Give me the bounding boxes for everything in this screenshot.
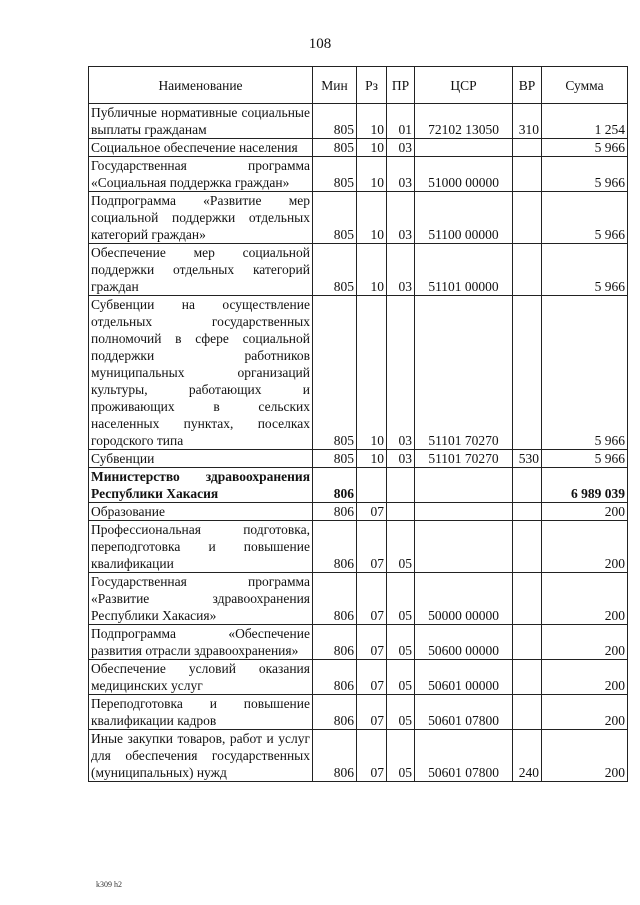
cell-sum: 200 xyxy=(542,660,628,695)
cell-pr: 05 xyxy=(387,730,415,782)
cell-vr xyxy=(513,139,542,157)
cell-sum: 200 xyxy=(542,503,628,521)
cell-rz: 10 xyxy=(357,192,387,244)
cell-vr xyxy=(513,695,542,730)
cell-pr xyxy=(387,468,415,503)
table-row xyxy=(89,573,628,625)
cell-name: Подпрограмма «Развитие мер социальной поддержки отдельных категорий граждан» xyxy=(89,192,313,244)
cell-name: Подпрограмма «Обеспечение развития отрасли здравоохранения» xyxy=(89,625,313,660)
cell-min: 806 xyxy=(313,503,357,521)
cell-sum: 200 xyxy=(542,695,628,730)
cell-min: 806 xyxy=(313,695,357,730)
table-row xyxy=(89,450,628,468)
cell-rz: 07 xyxy=(357,503,387,521)
cell-pr: 05 xyxy=(387,695,415,730)
cell-sum: 1 254 xyxy=(542,104,628,139)
cell-rz xyxy=(357,468,387,503)
cell-csr: 50601 07800 xyxy=(415,695,513,730)
cell-name: Социальное обеспечение населения xyxy=(89,139,313,157)
cell-vr xyxy=(513,503,542,521)
cell-pr: 01 xyxy=(387,104,415,139)
cell-min: 806 xyxy=(313,660,357,695)
table-row xyxy=(89,695,628,730)
cell-vr: 530 xyxy=(513,450,542,468)
header-pr: ПР xyxy=(387,67,415,104)
table-row xyxy=(89,660,628,695)
cell-min: 805 xyxy=(313,139,357,157)
cell-rz: 10 xyxy=(357,139,387,157)
cell-sum: 5 966 xyxy=(542,192,628,244)
table-row xyxy=(89,296,628,450)
cell-sum: 6 989 039 xyxy=(542,468,628,503)
cell-min: 805 xyxy=(313,296,357,450)
cell-sum: 200 xyxy=(542,521,628,573)
cell-vr xyxy=(513,573,542,625)
cell-csr: 72102 13050 xyxy=(415,104,513,139)
cell-sum: 5 966 xyxy=(542,157,628,192)
table-row xyxy=(89,104,628,139)
table-row xyxy=(89,503,628,521)
cell-min: 806 xyxy=(313,573,357,625)
cell-pr: 03 xyxy=(387,139,415,157)
cell-csr: 50601 00000 xyxy=(415,660,513,695)
cell-csr: 51100 00000 xyxy=(415,192,513,244)
cell-csr: 50600 00000 xyxy=(415,625,513,660)
cell-name: Публичные нормативные социальные выплаты гражданам xyxy=(89,104,313,139)
cell-csr xyxy=(415,468,513,503)
table-header-row xyxy=(89,67,628,104)
cell-csr: 51101 70270 xyxy=(415,450,513,468)
cell-rz: 07 xyxy=(357,521,387,573)
cell-min: 806 xyxy=(313,521,357,573)
table-row xyxy=(89,625,628,660)
cell-csr xyxy=(415,503,513,521)
cell-rz: 10 xyxy=(357,157,387,192)
cell-name: Профессиональная подготовка, переподготовка и повышение квалификации xyxy=(89,521,313,573)
cell-vr xyxy=(513,244,542,296)
table-row xyxy=(89,157,628,192)
cell-name: Обеспечение условий оказания медицинских услуг xyxy=(89,660,313,695)
cell-sum: 200 xyxy=(542,730,628,782)
cell-sum: 5 966 xyxy=(542,244,628,296)
cell-sum: 200 xyxy=(542,573,628,625)
table-row xyxy=(89,468,628,503)
cell-vr xyxy=(513,625,542,660)
table-row xyxy=(89,139,628,157)
cell-rz: 07 xyxy=(357,573,387,625)
header-rz: Рз xyxy=(357,67,387,104)
cell-vr xyxy=(513,157,542,192)
cell-min: 806 xyxy=(313,730,357,782)
cell-pr: 05 xyxy=(387,660,415,695)
cell-name: Субвенции xyxy=(89,450,313,468)
cell-sum: 5 966 xyxy=(542,296,628,450)
cell-csr: 50601 07800 xyxy=(415,730,513,782)
cell-pr: 03 xyxy=(387,157,415,192)
cell-vr xyxy=(513,521,542,573)
table-row xyxy=(89,192,628,244)
cell-rz: 07 xyxy=(357,730,387,782)
cell-rz: 07 xyxy=(357,660,387,695)
cell-csr: 50000 00000 xyxy=(415,573,513,625)
cell-name: Министерство здравоохранения Республики Хакасия xyxy=(89,468,313,503)
cell-min: 805 xyxy=(313,244,357,296)
table-row xyxy=(89,730,628,782)
cell-pr xyxy=(387,503,415,521)
cell-pr: 05 xyxy=(387,521,415,573)
cell-rz: 10 xyxy=(357,104,387,139)
cell-pr: 03 xyxy=(387,450,415,468)
table-row xyxy=(89,244,628,296)
header-vr: ВР xyxy=(513,67,542,104)
cell-vr xyxy=(513,660,542,695)
page-number: 108 xyxy=(308,36,332,52)
table-row xyxy=(89,521,628,573)
header-csr: ЦСР xyxy=(415,67,513,104)
cell-pr: 03 xyxy=(387,244,415,296)
footer-code: k309 h2 xyxy=(96,880,122,889)
cell-vr xyxy=(513,192,542,244)
cell-csr: 51101 00000 xyxy=(415,244,513,296)
cell-min: 805 xyxy=(313,157,357,192)
cell-sum: 5 966 xyxy=(542,139,628,157)
cell-pr: 05 xyxy=(387,625,415,660)
cell-rz: 07 xyxy=(357,695,387,730)
cell-sum: 200 xyxy=(542,625,628,660)
cell-min: 805 xyxy=(313,192,357,244)
header-sum: Сумма xyxy=(542,67,628,104)
cell-min: 805 xyxy=(313,450,357,468)
cell-min: 805 xyxy=(313,104,357,139)
header-name: Наименование xyxy=(89,67,313,104)
budget-table xyxy=(88,66,628,782)
cell-pr: 03 xyxy=(387,192,415,244)
cell-csr: 51000 00000 xyxy=(415,157,513,192)
cell-vr xyxy=(513,468,542,503)
cell-rz: 10 xyxy=(357,244,387,296)
cell-name: Государственная программа «Социальная поддержка граждан» xyxy=(89,157,313,192)
cell-name: Переподготовка и повышение квалификации кадров xyxy=(89,695,313,730)
cell-name: Субвенции на осуществление отдельных государственных полномочий в сфере социальной поддержки работников муниципальных организаций культуры, работающих и проживающих в сельских населенных пунктах, поселках городского типа xyxy=(89,296,313,450)
cell-min: 806 xyxy=(313,625,357,660)
header-min: Мин xyxy=(313,67,357,104)
cell-min: 806 xyxy=(313,468,357,503)
cell-csr xyxy=(415,139,513,157)
cell-pr: 03 xyxy=(387,296,415,450)
cell-rz: 10 xyxy=(357,450,387,468)
cell-sum: 5 966 xyxy=(542,450,628,468)
cell-rz: 10 xyxy=(357,296,387,450)
cell-name: Образование xyxy=(89,503,313,521)
cell-vr xyxy=(513,296,542,450)
cell-vr: 310 xyxy=(513,104,542,139)
cell-csr: 51101 70270 xyxy=(415,296,513,450)
cell-name: Иные закупки товаров, работ и услуг для обеспечения государственных (муниципальных) нужд xyxy=(89,730,313,782)
cell-name: Государственная программа «Развитие здравоохранения Республики Хакасия» xyxy=(89,573,313,625)
cell-pr: 05 xyxy=(387,573,415,625)
cell-rz: 07 xyxy=(357,625,387,660)
table-body xyxy=(89,104,628,782)
cell-vr: 240 xyxy=(513,730,542,782)
cell-name: Обеспечение мер социальной поддержки отдельных категорий граждан xyxy=(89,244,313,296)
cell-csr xyxy=(415,521,513,573)
